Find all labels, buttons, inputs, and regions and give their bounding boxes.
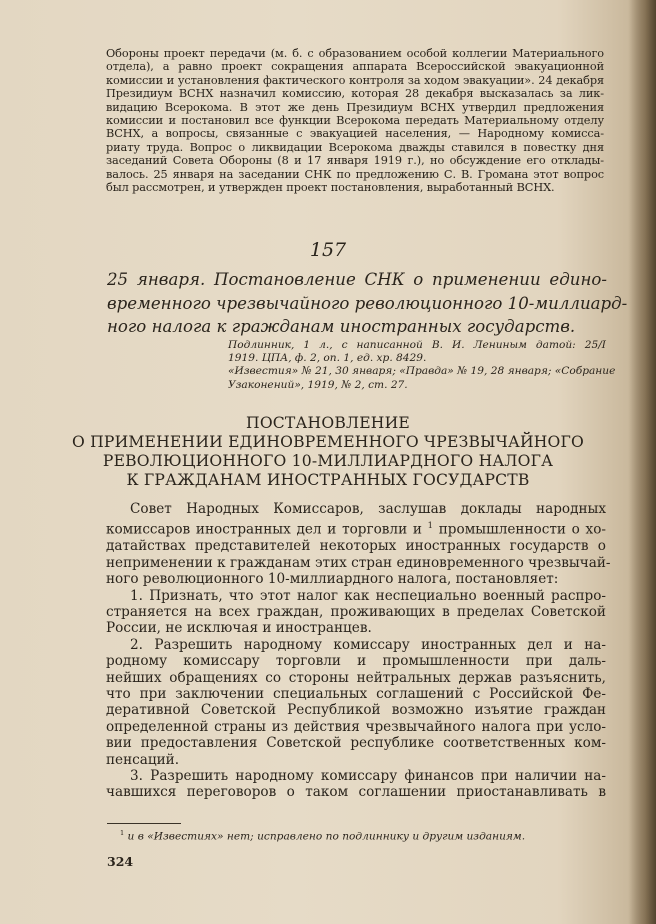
body-line: родному комиссару торговли и промышленности при даль- [106,653,606,670]
body-line: неприменении к гражданам этих стран единовременного чрезвычай- [106,554,611,571]
footnote-divider [107,823,181,824]
title-line: ного налога к гражданам иностранных государств. [107,317,576,336]
intro-line: риату труда. Вопрос о ликвидации Всерокома дважды ставился в повестку дня [106,140,604,154]
footnote-mark: 1 [120,829,125,837]
decree-body [106,501,611,801]
intro-line: отдела), а равно проект сокращения аппарата Всероссийской эвакуационной [106,60,604,74]
intro-line: заседаний Совета Обороны (8 и 17 января 1919 г.), но обсуждение его отклады- [106,154,604,168]
source-line: «Известия» № 21, 30 января; «Правда» № 19, 28 января; «Собрание [228,365,616,378]
body-line: нейших обращениях со стороны нейтральных держав разъяснить, [106,669,606,686]
body-line: чавшихся переговоров о таком соглашении приостанавливать в [106,784,606,801]
source-reference [228,339,616,392]
body-line: ного революционного 10-миллиардного налога, постановляет: [106,571,559,588]
body-fragment: комиссаров иностранных дел и торговли и [106,521,428,538]
title-line: временного чрезвычайного революционного 10-миллиард- [107,293,628,313]
heading-line: ПОСТАНОВЛЕНИЕ [246,414,410,432]
body-fragment: промышленности о хо- [433,521,606,538]
decree-heading [0,414,656,490]
intro-line: комиссии и установления фактического контроля за ходом эвакуации». 24 декабря [106,73,604,87]
body-line: 1. Признать, что этот налог как неспециально военный распро- [130,587,606,604]
footnote-ref: 1 [427,520,434,531]
source-line: 1919. ЦПА, ф. 2, оп. 1, ед. хр. 8429. [228,352,427,365]
body-line: определенной страны из действия чрезвычайного налога при усло- [106,718,606,735]
intro-line: валось. 25 января на заседании СНК по предложению С. В. Громана этот вопрос [106,167,604,181]
document-title [107,268,628,339]
body-line: пенсаций. [106,751,180,768]
body-line [106,517,606,538]
heading-line: О ПРИМЕНЕНИИ ЕДИНОВРЕМЕННОГО ЧРЕЗВЫЧАЙНОГО [71,433,585,451]
intro-line: Президиум ВСНХ назначил комиссию, которая 28 декабря высказалась за лик- [106,87,604,101]
intro-line: видацию Всерокома. В этот же день Президиум ВСНХ утвердил предложения [106,100,604,114]
heading-line: РЕВОЛЮЦИОННОГО 10-МИЛЛИАРДНОГО НАЛОГА [102,452,554,470]
intro-line: Обороны проект передачи (м. б. с образованием особой коллегии Материального [106,47,604,60]
intro-paragraph [106,47,604,194]
body-line: 2. Разрешить народному комиссару иностранных дел и на- [130,636,606,653]
intro-line: комиссии и постановил все функции Всерокома передать Материальному отделу [106,114,604,128]
body-line: вии предоставления Советской республике соответственных ком- [106,735,606,752]
page-number: 324 [107,854,134,869]
title-line: 25 января. Постановление СНК о применении едино- [107,270,607,289]
footnote [120,827,610,844]
body-line: страняется на всех граждан, проживающих в пределах Советской [106,603,606,620]
heading-line: К ГРАЖДАНАМ ИНОСТРАННЫХ ГОСУДАРСТВ [126,471,530,489]
footnote-text: и в «Известиях» нет; исправлено по подлиннику и другим изданиям. [124,830,526,843]
body-line: 3. Разрешить народному комиссару финансов при наличии на- [130,768,606,785]
body-line: России, не исключая и иностранцев. [106,620,372,637]
document-number: 157 [309,239,347,261]
intro-line: был рассмотрен, и утвержден проект постановления, выработанный ВСНХ. [106,181,555,195]
body-line: датайствах представителей некоторых иностранных государств о [106,538,606,555]
source-line: Подлинник, 1 л., с написанной В. И. Лениным датой: 25/I [228,339,606,351]
body-line: Совет Народных Комиссаров, заслушав доклады народных [130,501,606,517]
book-spine-shadow [628,0,656,924]
body-line: что при заключении специальных соглашений с Российской Фе- [106,686,606,702]
source-line: Узаконений», 1919, № 2, ст. 27. [228,378,408,391]
intro-line: ВСНХ, а вопросы, связанные с эвакуацией населения, — Народному комисса- [106,127,604,141]
body-line: деративной Советской Республикой возможно изъятие граждан [106,702,606,719]
